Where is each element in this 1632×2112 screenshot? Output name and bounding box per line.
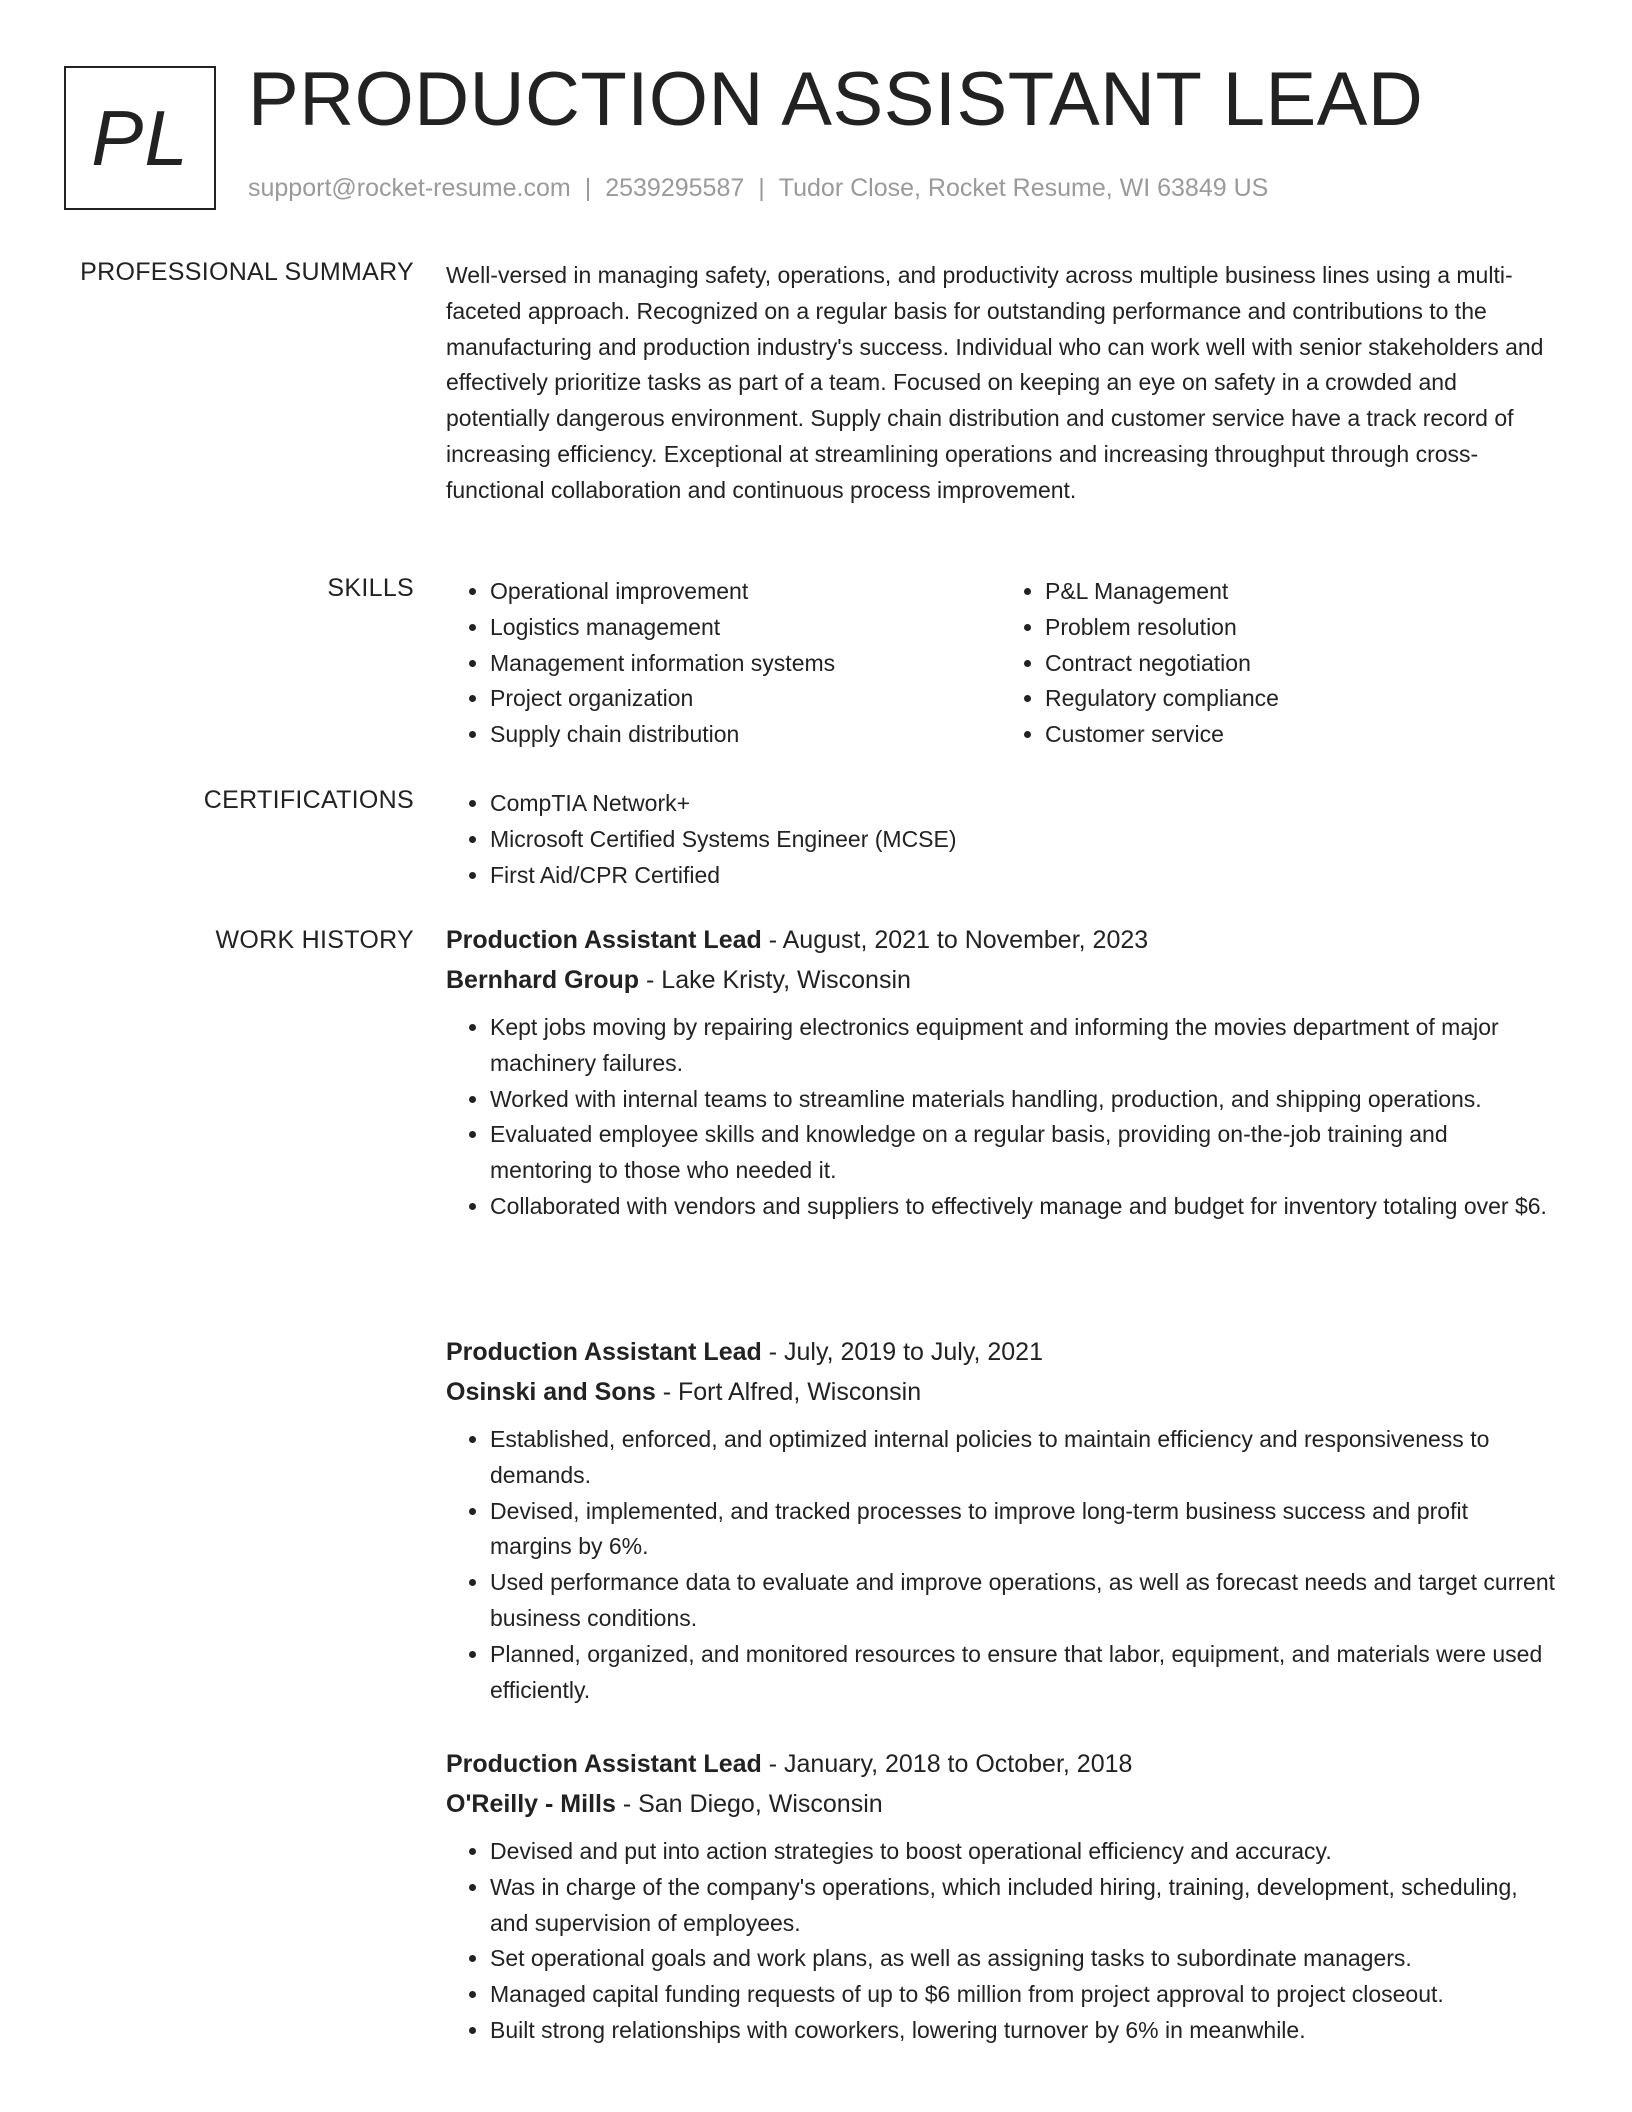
summary-heading: PROFESSIONAL SUMMARY bbox=[80, 258, 414, 286]
contact-email[interactable]: support@rocket-resume.com bbox=[248, 174, 571, 202]
contact-separator: | bbox=[584, 174, 592, 202]
job-location: - Lake Kristy, Wisconsin bbox=[639, 966, 911, 994]
skills-grid bbox=[446, 574, 1556, 753]
job-bullet: • Established, enforced, and optimized internal policies to maintain efficiency and responsiveness to demands. bbox=[490, 1422, 1556, 1494]
skill-item: • Operational improvement bbox=[490, 574, 1001, 610]
job-bullet: • Managed capital funding requests of up to $6 million from project approval to project closeout. bbox=[490, 1977, 1556, 2013]
skills-list-left bbox=[446, 574, 1001, 753]
certification-item: • CompTIA Network+ bbox=[490, 786, 1556, 822]
skill-item: • Contract negotiation bbox=[1045, 646, 1556, 682]
certifications-heading: CERTIFICATIONS bbox=[203, 786, 414, 814]
job-company-line bbox=[446, 1784, 1556, 1824]
contact-address: Tudor Close, Rocket Resume, WI 63849 US bbox=[778, 174, 1269, 202]
certifications-body bbox=[446, 786, 1556, 893]
summary-text: Well-versed in managing safety, operations, and productivity across multiple business lines using a multi-faceted approach. Recognized on a regular basis for outstanding performance and contributions to the manufacturing and production industry's success. Individual who can work well with senior stakeholders and effectively prioritize tasks as part of a team. Focused on keeping an eye on safety in a crowded and potentially dangerous environment. Supply chain distribution and customer service have a track record of increasing efficiency. Exceptional at streamlining operations and increasing throughput through cross-functional collaboration and continuous process improvement. bbox=[446, 262, 1544, 503]
job-bullet: • Set operational goals and work plans, as well as assigning tasks to subordinate managers. bbox=[490, 1941, 1556, 1977]
contact-separator: | bbox=[758, 174, 765, 202]
job-entry bbox=[446, 920, 1556, 1225]
job-bullet: • Collaborated with vendors and suppliers to effectively manage and budget for inventory totaling over $6. bbox=[490, 1189, 1556, 1225]
contact-phone[interactable]: 2539295587 bbox=[605, 174, 745, 202]
certification-item: • First Aid/CPR Certified bbox=[490, 858, 1556, 894]
job-title: Production Assistant Lead bbox=[446, 1750, 762, 1778]
job-company: O'Reilly - Mills bbox=[446, 1790, 616, 1818]
job-title-line bbox=[446, 1744, 1556, 1784]
skill-item: • Customer service bbox=[1045, 717, 1556, 753]
skill-item: • Logistics management bbox=[490, 610, 1001, 646]
job-bullet: • Kept jobs moving by repairing electronics equipment and informing the movies department of major machinery failures. bbox=[490, 1010, 1556, 1082]
job-bullet: • Built strong relationships with coworkers, lowering turnover by 6% in meanwhile. bbox=[490, 2013, 1556, 2049]
job-company: Osinski and Sons bbox=[446, 1378, 656, 1406]
job-company-line bbox=[446, 1372, 1556, 1412]
skill-item: • Problem resolution bbox=[1045, 610, 1556, 646]
job-title-line bbox=[446, 920, 1556, 960]
contact-line bbox=[248, 174, 1268, 203]
job-bullet: • Devised, implemented, and tracked processes to improve long-term business success and profit margins by 6%. bbox=[490, 1494, 1556, 1566]
skill-item: • Supply chain distribution bbox=[490, 717, 1001, 753]
job-bullet: • Devised and put into action strategies to boost operational efficiency and accuracy. bbox=[490, 1834, 1556, 1870]
job-entry bbox=[446, 1744, 1556, 2049]
certification-item: • Microsoft Certified Systems Engineer (MCSE) bbox=[490, 822, 1556, 858]
skills-list-right bbox=[1001, 574, 1556, 753]
job-bullet: • Used performance data to evaluate and improve operations, as well as forecast needs and target current business conditions. bbox=[490, 1565, 1556, 1637]
job-company-line bbox=[446, 960, 1556, 1000]
job-bullet: • Evaluated employee skills and knowledge on a regular basis, providing on-the-job training and mentoring to those who needed it. bbox=[490, 1117, 1556, 1189]
job-bullet: • Planned, organized, and monitored resources to ensure that labor, equipment, and materials were used efficiently. bbox=[490, 1637, 1556, 1709]
job-dates: - August, 2021 to November, 2023 bbox=[761, 926, 1149, 954]
job-bullets bbox=[446, 1010, 1556, 1225]
job-dates: - July, 2019 to July, 2021 bbox=[761, 1338, 1043, 1366]
job-title: Production Assistant Lead bbox=[446, 926, 762, 954]
monogram-initials: PL bbox=[64, 66, 216, 210]
work-history-heading: WORK HISTORY bbox=[215, 926, 414, 954]
certifications-list bbox=[446, 786, 1556, 893]
job-bullet: • Worked with internal teams to streamline materials handling, production, and shipping operations. bbox=[490, 1082, 1556, 1118]
skill-item: • P&L Management bbox=[1045, 574, 1556, 610]
skill-item: • Regulatory compliance bbox=[1045, 681, 1556, 717]
job-bullets bbox=[446, 1834, 1556, 2049]
skill-item: • Management information systems bbox=[490, 646, 1001, 682]
skill-item: • Project organization bbox=[490, 681, 1001, 717]
job-dates: - January, 2018 to October, 2018 bbox=[761, 1750, 1133, 1778]
job-bullet: • Was in charge of the company's operations, which included hiring, training, development, scheduling, and supervision of employees. bbox=[490, 1870, 1556, 1942]
job-bullets bbox=[446, 1422, 1556, 1708]
job-location: - San Diego, Wisconsin bbox=[615, 1790, 883, 1818]
job-entry bbox=[446, 1332, 1556, 1708]
job-company: Bernhard Group bbox=[446, 966, 640, 994]
job-title-line bbox=[446, 1332, 1556, 1372]
job-title: Production Assistant Lead bbox=[446, 1338, 762, 1366]
job-location: - Fort Alfred, Wisconsin bbox=[655, 1378, 922, 1406]
skills-heading: SKILLS bbox=[327, 574, 414, 602]
candidate-name: PRODUCTION ASSISTANT LEAD bbox=[248, 57, 1424, 142]
